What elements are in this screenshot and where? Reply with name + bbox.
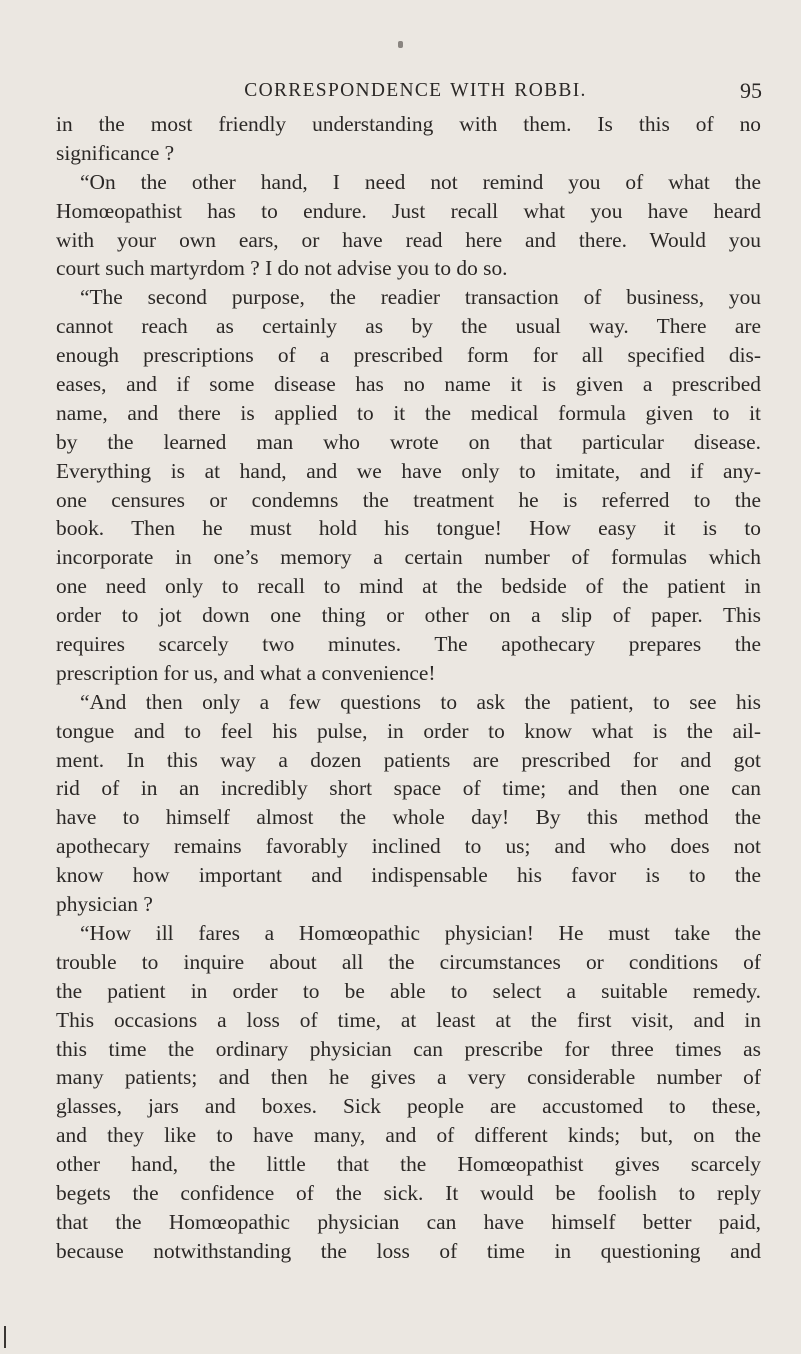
text-line: trouble to inquire about all the circumstances or conditions of — [56, 949, 761, 974]
text-line: Everything is at hand, and we have only to imitate, and if any- — [56, 458, 761, 483]
text-line: physician ? — [56, 892, 153, 917]
text-line: eases, and if some disease has no name it is given a prescribed — [56, 372, 761, 397]
text-line: prescription for us, and what a convenience! — [56, 660, 436, 685]
text-line: and they like to have many, and of different kinds; but, on the — [56, 1123, 761, 1148]
text-line: name, and there is applied to it the medical formula given to it — [56, 400, 761, 425]
text-line: one need only to recall to mind at the bedside of the patient in — [56, 574, 761, 599]
page-number: 95 — [740, 78, 762, 103]
text-line: requires scarcely two minutes. The apothecary prepares the — [56, 632, 761, 657]
text-line: “And then only a few questions to ask the patient, to see his — [80, 689, 761, 714]
text-line: rid of in an incredibly short space of time; and then one can — [56, 776, 761, 801]
text-line: because notwithstanding the loss of time in questioning and — [56, 1238, 761, 1263]
page-speck — [398, 41, 403, 48]
text-line: the patient in order to be able to select a suitable remedy. — [56, 978, 761, 1003]
text-line: apothecary remains favorably inclined to us; and who does not — [56, 834, 761, 859]
running-header — [0, 74, 801, 108]
text-line: significance ? — [56, 140, 175, 165]
text-line: “The second purpose, the readier transaction of business, you — [80, 285, 761, 310]
running-header-title: CORRESPONDENCE WITH ROBBI. — [244, 80, 587, 101]
text-line: book. Then he must hold his tongue! How easy it is to — [56, 516, 761, 541]
text-line: that the Homœopathic physician can have himself better paid, — [56, 1209, 761, 1234]
text-line: begets the confidence of the sick. It would be foolish to reply — [56, 1180, 761, 1205]
text-line: with your own ears, or have read here and there. Would you — [56, 227, 761, 252]
text-line: Homœopathist has to endure. Just recall what you have heard — [56, 198, 761, 223]
margin-mark — [4, 1326, 6, 1348]
text-line: many patients; and then he gives a very considerable number of — [56, 1065, 761, 1090]
text-line: court such martyrdom ? I do not advise you to do so. — [56, 256, 508, 281]
text-line: “On the other hand, I need not remind you of what the — [80, 169, 761, 194]
text-line: in the most friendly understanding with them. Is this of no — [56, 112, 761, 136]
text-line: incorporate in one’s memory a certain number of formulas which — [56, 545, 761, 570]
text-line: cannot reach as certainly as by the usual way. There are — [56, 314, 761, 339]
text-line: this time the ordinary physician can prescribe for three times as — [56, 1036, 761, 1061]
text-line: “How ill fares a Homœopathic physician! He must take the — [80, 920, 761, 945]
text-line: order to jot down one thing or other on a slip of paper. This — [56, 603, 761, 628]
text-line: tongue and to feel his pulse, in order to know what is the ail- — [56, 718, 761, 743]
text-line: other hand, the little that the Homœopathist gives scarcely — [56, 1152, 761, 1177]
text-line: ment. In this way a dozen patients are prescribed for and got — [56, 747, 761, 772]
text-line: one censures or condemns the treatment he is referred to the — [56, 487, 761, 512]
text-line: enough prescriptions of a prescribed form for all specified dis- — [56, 343, 761, 368]
body-text — [56, 110, 761, 1266]
text-line: know how important and indispensable his favor is to the — [56, 863, 761, 888]
text-line: glasses, jars and boxes. Sick people are accustomed to these, — [56, 1094, 761, 1119]
text-line: This occasions a loss of time, at least at the first visit, and in — [56, 1007, 761, 1032]
text-line: by the learned man who wrote on that particular disease. — [56, 429, 761, 454]
text-line: have to himself almost the whole day! By this method the — [56, 805, 761, 830]
